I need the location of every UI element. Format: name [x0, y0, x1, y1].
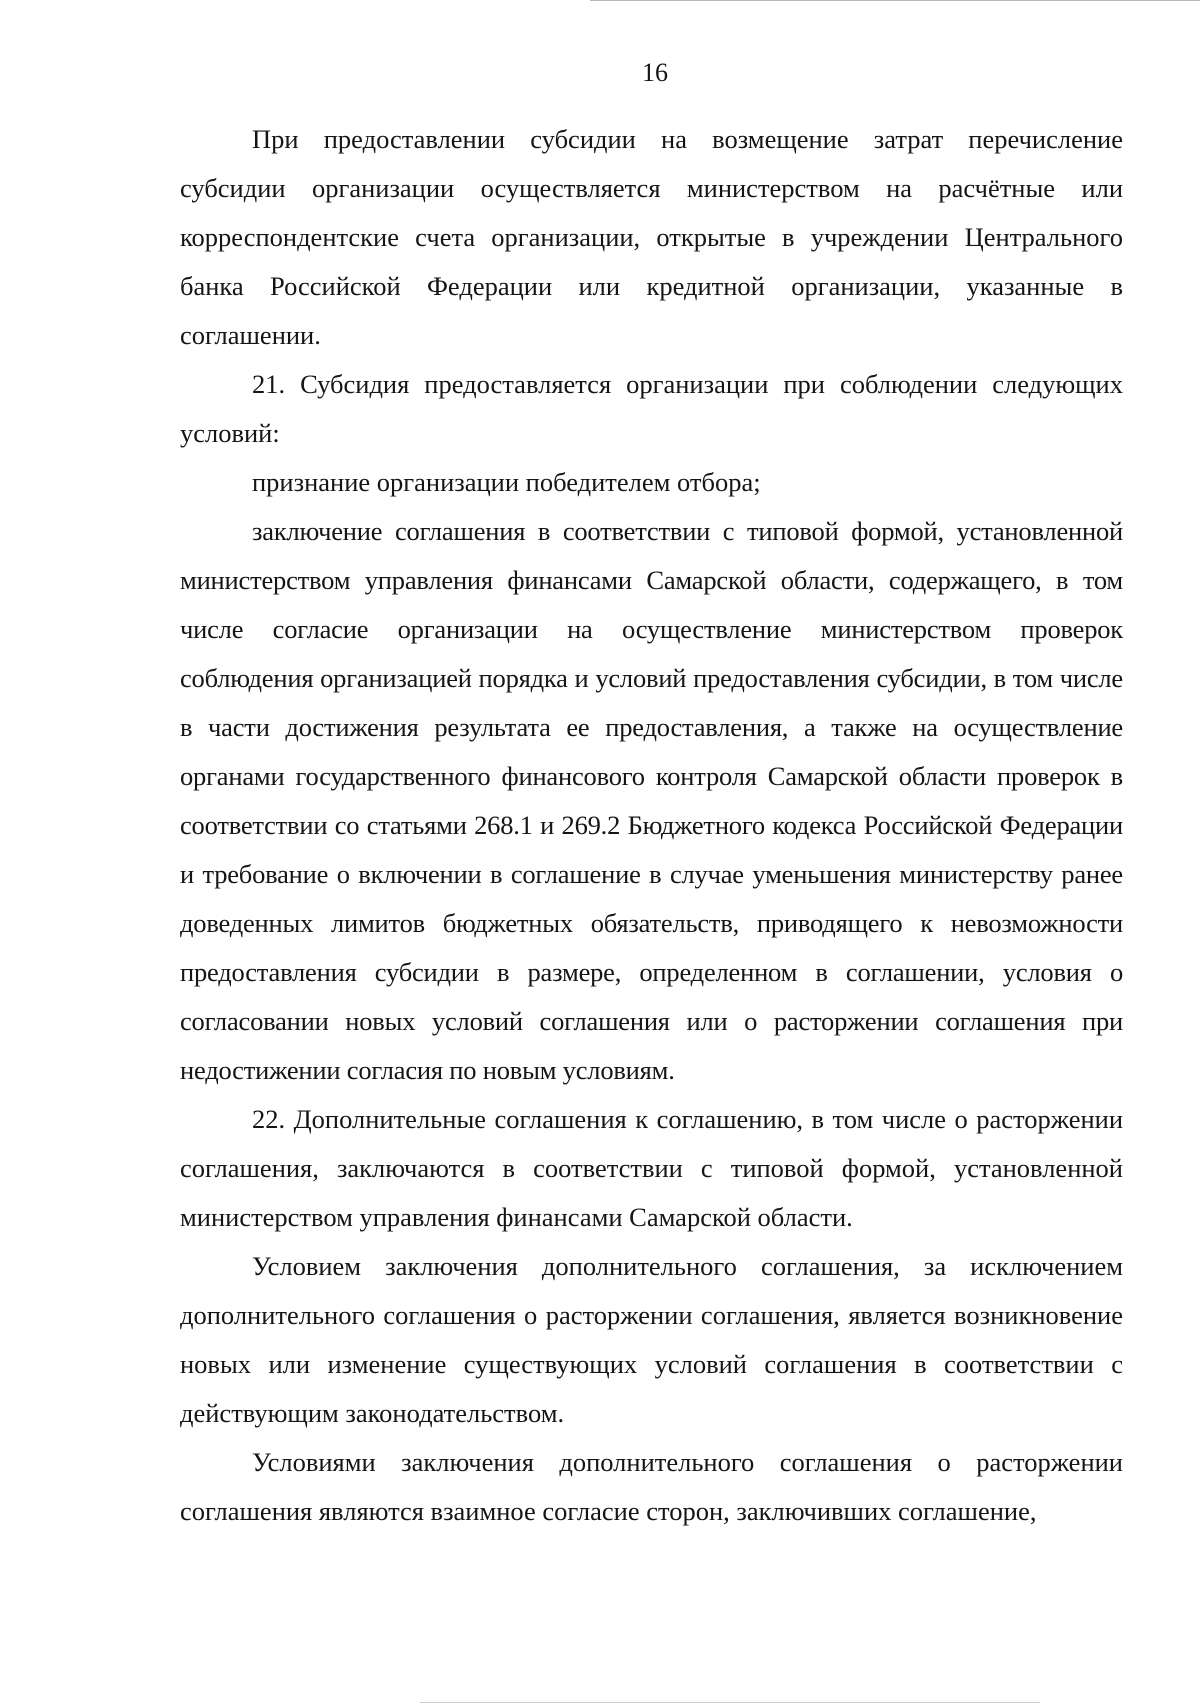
page-number: 16 — [642, 58, 668, 87]
document-body — [180, 115, 1123, 1536]
paragraph-subsidy-transfer: При предоставлении субсидии на возмещение затрат перечисление субсидии организации осуществляется министерством на расчётные или корреспондентские счета организации, открытые в учреждении Центрального банка Российской Федерации или кредитной организации, указанные в соглашении. — [180, 124, 1123, 350]
paragraph-additional-agreement-condition: Условием заключения дополнительного соглашения, за исключением дополнительного соглашения о расторжении соглашения, является возникновение новых или изменение существующих условий соглашения в соответствии с действующим законодательством. — [180, 1251, 1123, 1428]
paragraph-22-additional-agreements: 22. Дополнительные соглашения к соглашению, в том числе о расторжении соглашения, заключаются в соответствии с типовой формой, установленной министерством управления финансами Самарской области. — [180, 1104, 1123, 1232]
paragraph-agreement-conclusion: заключение соглашения в соответствии с типовой формой, установленной министерством управления финансами Самарской области, содержащего, в том числе согласие организации на осуществление министерством проверок соблюдения организацией порядка и условий предоставления субсидии, в том числе в части достижения результата ее предоставления, а также на осуществление органами государственного финансового контроля Самарской области проверок в соответствии со статьями 268.1 и 269.2 Бюджетного кодекса Российской Федерации и требование о включении в соглашение в случае уменьшения министерству ранее доведенных лимитов бюджетных обязательств, приводящего к невозможности предоставления субсидии в размере, определенном в соглашении, условия о согласовании новых условий соглашения или о расторжении соглашения при недостижении согласия по новым условиям. — [180, 516, 1123, 1085]
paragraph-21-conditions: 21. Субсидия предоставляется организации при соблюдении следующих условий: — [180, 369, 1123, 448]
paragraph-winner-recognition: признание организации победителем отбора; — [252, 467, 761, 497]
scan-edge-top — [590, 0, 1200, 1]
paragraph-termination-conditions: Условиями заключения дополнительного соглашения о расторжении соглашения являются взаимное согласие сторон, заключивших соглашение, — [180, 1447, 1123, 1526]
scan-edge-bottom — [420, 1702, 1040, 1703]
